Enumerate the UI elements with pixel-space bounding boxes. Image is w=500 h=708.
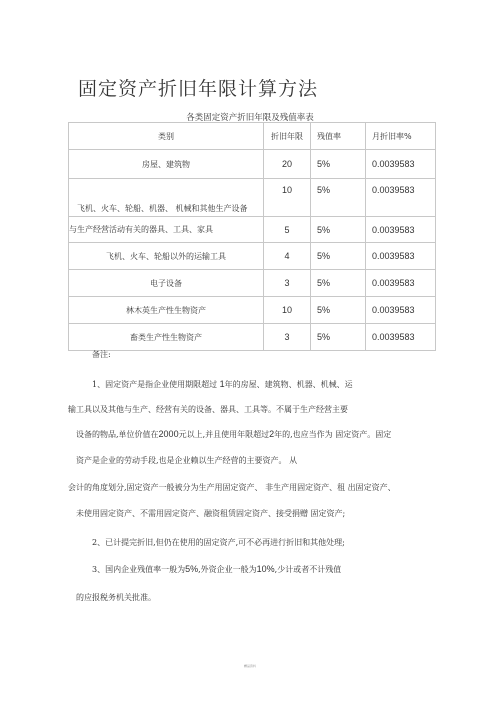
note-1-line-5: 会计的角度划分,固定资产一般被分为生产用固定资产、 非生产用固定资产、租 出固定资产、	[68, 483, 396, 492]
note-1-line-1	[92, 379, 353, 390]
table-header-row	[69, 123, 436, 150]
note-text: ,少计或者不计残值	[274, 565, 342, 574]
table-row	[69, 270, 436, 297]
cell-monthly-rate: 0.0039583	[366, 297, 436, 324]
note-text: 年的,也应当作为 固定资产。固定	[274, 430, 392, 439]
cell-category: 飞机、火车、轮船以外的运输工具	[69, 243, 264, 270]
cell-years: 20	[264, 150, 311, 179]
cell-monthly-rate: 0.0039583	[366, 270, 436, 297]
cell-monthly-rate: 0.0039583	[366, 179, 436, 217]
note-text: 元以上,并且使用年限超过	[178, 430, 270, 439]
cell-monthly-rate: 0.0039583	[366, 324, 436, 351]
header-years: 折旧年限	[264, 123, 311, 150]
cell-category: 与生产经营活动有关的器具、工具、家具	[69, 217, 264, 243]
cell-category: 畜类生产性生物资产	[69, 324, 264, 351]
cell-years: 4	[264, 243, 311, 270]
note-1-line-6: 未使用固定资产、不需用固定资产、融资租赁固定资产、接受捐赠 固定资产;	[76, 509, 346, 518]
table-row	[69, 179, 436, 217]
header-monthly-rate: 月折旧率%	[366, 123, 436, 150]
cell-years: 3	[264, 270, 311, 297]
note-number: 1	[219, 379, 225, 389]
note-number: 2000	[158, 429, 179, 439]
table-caption: 各类固定资产折旧年限及残值率表	[186, 113, 314, 123]
table-row	[69, 324, 436, 351]
cell-monthly-rate: 0.0039583	[366, 150, 436, 179]
cell-category: 房屋、建筑物	[69, 150, 264, 179]
cell-years: 10	[264, 179, 311, 217]
note-2: 2、已计提完折旧,但仍在使用的固定资产,可不必再进行折旧和其他处理;	[92, 538, 345, 547]
cell-category: 飞机、火车、轮船、机器、 机械和其他生产设备	[69, 179, 264, 217]
cell-years: 10	[264, 297, 311, 324]
cell-residual: 5%	[311, 179, 366, 217]
note-text: ,外资企业一般为	[198, 565, 257, 574]
note-1-line-2: 输工具以及其他与生产、经营有关的设备、器具、工具等。不属于生产经营主要	[68, 405, 348, 414]
cell-category: 电子设备	[69, 270, 264, 297]
note-1-line-4: 资产是企业的劳动手段,也是企业赖以生产经营的主要资产。 从	[76, 456, 298, 465]
note-number: 5%	[185, 564, 199, 574]
cell-monthly-rate: 0.0039583	[366, 217, 436, 243]
page-title: 固定资产折旧年限计算方法	[78, 78, 319, 100]
cell-category: 林木英生产性生物资产	[69, 297, 264, 324]
note-3-line-1	[92, 564, 341, 575]
table-row	[69, 297, 436, 324]
cell-residual: 5%	[311, 217, 366, 243]
note-1-line-3	[76, 429, 391, 440]
note-text: 3、国内企业残值率一般为	[92, 565, 186, 574]
page-footer: 精品资料	[243, 664, 256, 668]
cell-residual: 5%	[311, 297, 366, 324]
note-number: 10%	[256, 564, 275, 574]
note-3-line-2: 的应报税务机关批准。	[76, 593, 156, 602]
cell-monthly-rate: 0.0039583	[366, 243, 436, 270]
table-row	[69, 243, 436, 270]
header-category: 类别	[69, 123, 264, 150]
header-residual: 残值率	[311, 123, 366, 150]
cell-years: 5	[264, 217, 311, 243]
cell-residual: 5%	[311, 150, 366, 179]
table-row	[69, 150, 436, 179]
cell-residual: 5%	[311, 324, 366, 351]
note-text: 设备的物品,单位价值在	[76, 430, 159, 439]
depreciation-table	[68, 122, 436, 351]
cell-residual: 5%	[311, 243, 366, 270]
note-text: 年的房屋、建筑物、机器、机械、运	[224, 380, 353, 389]
note-text: 1、固定资产是指企业使用期限超过	[92, 380, 220, 389]
table-row	[69, 217, 436, 243]
notes-heading: 备注:	[92, 350, 111, 359]
note-number: 2	[269, 429, 275, 439]
cell-residual: 5%	[311, 270, 366, 297]
cell-years: 3	[264, 324, 311, 351]
